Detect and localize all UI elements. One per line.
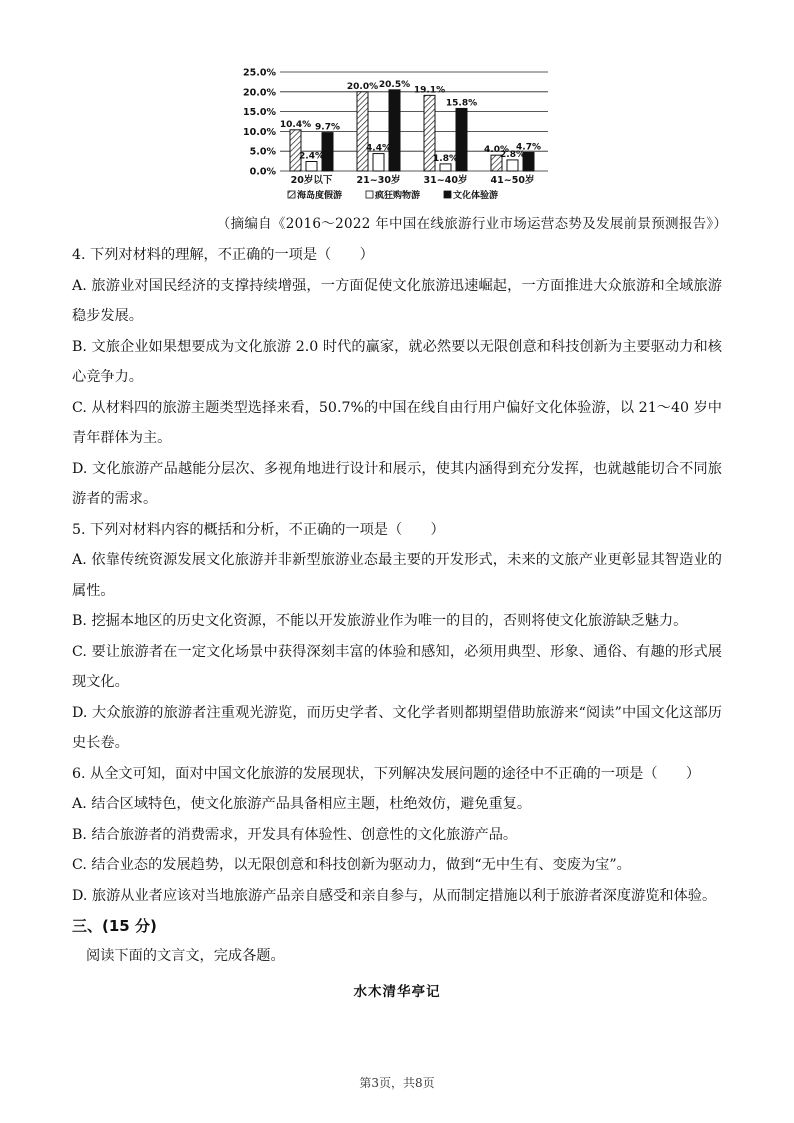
bar-3: [389, 90, 400, 171]
data-label: 20.0%: [346, 81, 379, 92]
category-label: 41~50岁: [490, 175, 535, 186]
legend-swatch: [288, 191, 295, 198]
data-label: 10.4%: [279, 119, 312, 130]
question-6-option-b: B. 结合旅游者的消费需求，开发具有体验性、创意性的文化旅游产品。: [72, 826, 518, 843]
question-6-option-d: D. 旅游从业者应该对当地旅游产品亲自感受和亲自参与，从而制定措施以利于旅游者深度游览和体验。: [72, 887, 717, 904]
category-label: 20岁以下: [290, 175, 333, 186]
legend-swatch: [444, 191, 451, 198]
bar-1: [357, 92, 368, 171]
page-number: 第3页，共8页: [359, 1076, 435, 1090]
category-labels: [291, 174, 535, 186]
data-label: 4.7%: [516, 142, 541, 153]
y-tick-label: 5.0%: [249, 146, 276, 158]
question-6-stem: 6. 从全文可知，面对中国文化旅游的发展现状，下列解决发展问题的途径中不正确的一项是（ ）: [72, 765, 701, 782]
y-tick-label: 10.0%: [243, 126, 276, 138]
question-4-option-a: A. 旅游业对国民经济的支撑持续增强，一方面促使文化旅游迅速崛起，一方面推进大众旅游和全域旅游稳步发展。: [72, 277, 722, 324]
legend-label: 海岛度假游: [297, 191, 343, 201]
y-tick-labels: [243, 68, 276, 178]
data-label: 2.8%: [500, 149, 525, 160]
passage-title: 水木清华亭记: [353, 983, 441, 1000]
data-label: 19.1%: [413, 85, 446, 96]
bar-1: [290, 130, 301, 171]
question-5-option-c: C. 要让旅游者在一定文化场景中获得深刻丰富的体验和感知，必须用典型、形象、通俗、有趣的形式展现文化。: [72, 643, 722, 690]
bar-2: [440, 164, 451, 171]
legend-label: 疯狂购物游: [375, 191, 421, 201]
y-tick-label: 15.0%: [243, 107, 276, 119]
question-5-option-a: A. 依靠传统资源发展文化旅游并非新型旅游业态最主要的开发形式，未来的文旅产业更彰显其智造业的属性。: [72, 552, 722, 599]
data-label: 2.4%: [299, 151, 324, 162]
category-label: 21~30岁: [356, 175, 401, 186]
y-tick-label: 20.0%: [243, 87, 276, 99]
data-label: 20.5%: [378, 79, 411, 90]
bar-2: [306, 161, 317, 171]
section-3-instruction: 阅读下面的文言文，完成各题。: [86, 948, 285, 964]
question-6-option-c: C. 结合业态的发展趋势，以无限创意和科技创新为驱动力，做到“无中生有、变废为宝”。: [72, 857, 631, 873]
y-tick-label: 25.0%: [243, 67, 276, 79]
data-label: 4.0%: [484, 145, 509, 156]
legend-swatch: [366, 191, 373, 198]
legend-label: 文化体验游: [453, 191, 499, 201]
section-3-heading: 三、(15 分): [72, 917, 157, 935]
y-tick-label: 0.0%: [249, 166, 276, 178]
bar-2: [373, 154, 384, 171]
question-4-stem: 4. 下列对材料的理解，不正确的一项是（ ）: [72, 247, 374, 263]
question-6-option-a: A. 结合区域特色，使文化旅游产品具备相应主题，杜绝效仿，避免重复。: [72, 796, 532, 812]
data-label: 9.7%: [315, 122, 340, 133]
exam-content: [72, 240, 722, 1013]
data-label: 4.4%: [366, 143, 391, 154]
category-label: 31~40岁: [423, 175, 468, 186]
question-4-option-b: B. 文旅企业如果想要成为文化旅游 2.0 时代的赢家，就必然要以无限创意和科技创新为主要驱动力和核心竞争力。: [72, 338, 722, 385]
data-label: 15.8%: [445, 98, 478, 109]
chart-svg: [236, 64, 556, 206]
question-5-option-d: D. 大众旅游的旅游者注重观光游览，而历史学者、文化学者则都期望借助旅游来“阅读”中国文化这部历史长卷。: [72, 704, 722, 751]
chart-legend: [288, 189, 498, 201]
data-label: 1.8%: [433, 153, 458, 164]
question-4-option-c: C. 从材料四的旅游主题类型选择来看，50.7%的中国在线自由行用户偏好文化体验游，以 21～40 岁中青年群体为主。: [72, 399, 722, 446]
chart-caption: （摘编自《2016～2022 年中国在线旅游行业市场运营态势及发展前景预测报告》）: [216, 216, 728, 232]
question-5-option-b: B. 挖掘本地区的历史文化资源，不能以开发旅游业作为唯一的目的，否则将使文化旅游缺乏魅力。: [72, 613, 688, 629]
question-5-stem: 5. 下列对材料内容的概括和分析，不正确的一项是（ ）: [72, 521, 445, 538]
bar-2: [507, 160, 518, 171]
question-4-option-d: D. 文化旅游产品越能分层次、多视角地进行设计和展示，使其内涵得到充分发挥，也就越能切合不同旅游者的需求。: [72, 460, 722, 507]
